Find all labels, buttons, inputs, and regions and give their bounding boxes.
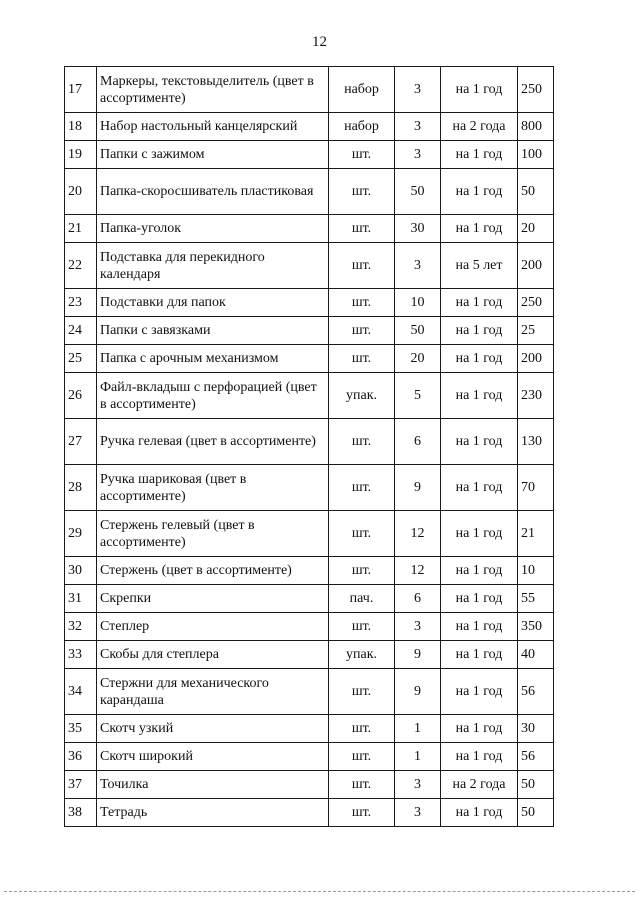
table-row — [65, 613, 554, 641]
table-row — [65, 511, 554, 557]
item-quantity: 5 — [395, 373, 441, 419]
row-number: 25 — [65, 345, 97, 373]
item-usage-term: на 1 год — [441, 511, 518, 557]
item-quantity: 3 — [395, 141, 441, 169]
table-row — [65, 465, 554, 511]
row-number: 29 — [65, 511, 97, 557]
item-price: 56 — [518, 669, 554, 715]
item-quantity: 3 — [395, 771, 441, 799]
item-name: Ручка гелевая (цвет в ассортименте) — [97, 419, 329, 465]
item-unit: шт. — [329, 345, 395, 373]
item-quantity: 3 — [395, 799, 441, 827]
item-unit: шт. — [329, 169, 395, 215]
item-usage-term: на 1 год — [441, 641, 518, 669]
item-unit: шт. — [329, 771, 395, 799]
table-row — [65, 419, 554, 465]
item-unit: шт. — [329, 141, 395, 169]
item-usage-term: на 1 год — [441, 465, 518, 511]
item-unit: набор — [329, 67, 395, 113]
item-name: Скотч узкий — [97, 715, 329, 743]
page-bottom-divider — [4, 891, 635, 892]
row-number: 37 — [65, 771, 97, 799]
table-row — [65, 141, 554, 169]
item-quantity: 9 — [395, 669, 441, 715]
item-price: 70 — [518, 465, 554, 511]
row-number: 17 — [65, 67, 97, 113]
table-row — [65, 557, 554, 585]
item-name: Стержень (цвет в ассортименте) — [97, 557, 329, 585]
table-row — [65, 669, 554, 715]
item-price: 50 — [518, 771, 554, 799]
item-usage-term: на 1 год — [441, 67, 518, 113]
item-unit: шт. — [329, 715, 395, 743]
item-unit: шт. — [329, 557, 395, 585]
item-usage-term: на 1 год — [441, 419, 518, 465]
item-quantity: 6 — [395, 419, 441, 465]
item-name: Набор настольный канцелярский — [97, 113, 329, 141]
row-number: 38 — [65, 799, 97, 827]
item-unit: шт. — [329, 743, 395, 771]
item-unit: пач. — [329, 585, 395, 613]
row-number: 19 — [65, 141, 97, 169]
row-number: 32 — [65, 613, 97, 641]
item-unit: шт. — [329, 465, 395, 511]
item-quantity: 1 — [395, 743, 441, 771]
item-name: Подставки для папок — [97, 289, 329, 317]
item-quantity: 20 — [395, 345, 441, 373]
item-price: 200 — [518, 345, 554, 373]
item-quantity: 6 — [395, 585, 441, 613]
table-row — [65, 113, 554, 141]
item-name: Точилка — [97, 771, 329, 799]
row-number: 26 — [65, 373, 97, 419]
item-name: Степлер — [97, 613, 329, 641]
item-usage-term: на 1 год — [441, 799, 518, 827]
item-unit: набор — [329, 113, 395, 141]
row-number: 24 — [65, 317, 97, 345]
item-quantity: 3 — [395, 67, 441, 113]
table-row — [65, 215, 554, 243]
row-number: 18 — [65, 113, 97, 141]
item-quantity: 50 — [395, 169, 441, 215]
item-quantity: 30 — [395, 215, 441, 243]
table-row — [65, 585, 554, 613]
item-name: Папка-уголок — [97, 215, 329, 243]
item-price: 250 — [518, 289, 554, 317]
item-name: Скотч широкий — [97, 743, 329, 771]
item-price: 50 — [518, 169, 554, 215]
item-name: Файл-вкладыш с перфорацией (цвет в ассортименте) — [97, 373, 329, 419]
item-quantity: 9 — [395, 641, 441, 669]
item-name: Скрепки — [97, 585, 329, 613]
item-unit: шт. — [329, 243, 395, 289]
item-name: Тетрадь — [97, 799, 329, 827]
item-unit: шт. — [329, 511, 395, 557]
table-row — [65, 373, 554, 419]
item-unit: упак. — [329, 373, 395, 419]
item-unit: шт. — [329, 419, 395, 465]
item-unit: шт. — [329, 289, 395, 317]
item-quantity: 50 — [395, 317, 441, 345]
item-name: Подставка для перекидного календаря — [97, 243, 329, 289]
item-price: 250 — [518, 67, 554, 113]
item-usage-term: на 1 год — [441, 345, 518, 373]
table-row — [65, 743, 554, 771]
row-number: 27 — [65, 419, 97, 465]
item-usage-term: на 1 год — [441, 585, 518, 613]
table-row — [65, 243, 554, 289]
item-quantity: 12 — [395, 557, 441, 585]
table-row — [65, 317, 554, 345]
item-price: 100 — [518, 141, 554, 169]
item-usage-term: на 1 год — [441, 289, 518, 317]
table-row — [65, 67, 554, 113]
item-quantity: 9 — [395, 465, 441, 511]
item-unit: шт. — [329, 799, 395, 827]
item-usage-term: на 1 год — [441, 669, 518, 715]
item-unit: упак. — [329, 641, 395, 669]
item-usage-term: на 1 год — [441, 141, 518, 169]
row-number: 23 — [65, 289, 97, 317]
item-price: 25 — [518, 317, 554, 345]
row-number: 28 — [65, 465, 97, 511]
item-usage-term: на 2 года — [441, 113, 518, 141]
item-price: 130 — [518, 419, 554, 465]
item-name: Папки с завязками — [97, 317, 329, 345]
item-unit: шт. — [329, 613, 395, 641]
item-unit: шт. — [329, 317, 395, 345]
item-usage-term: на 5 лет — [441, 243, 518, 289]
item-name: Стержни для механического карандаша — [97, 669, 329, 715]
row-number: 21 — [65, 215, 97, 243]
item-name: Папка-скоросшиватель пластиковая — [97, 169, 329, 215]
item-usage-term: на 1 год — [441, 557, 518, 585]
item-name: Ручка шариковая (цвет в ассортименте) — [97, 465, 329, 511]
item-quantity: 1 — [395, 715, 441, 743]
item-price: 55 — [518, 585, 554, 613]
table-row — [65, 345, 554, 373]
supplies-table-body — [65, 67, 554, 827]
row-number: 30 — [65, 557, 97, 585]
item-price: 21 — [518, 511, 554, 557]
table-row — [65, 771, 554, 799]
item-price: 800 — [518, 113, 554, 141]
item-quantity: 10 — [395, 289, 441, 317]
row-number: 22 — [65, 243, 97, 289]
item-usage-term: на 1 год — [441, 743, 518, 771]
item-name: Скобы для степлера — [97, 641, 329, 669]
item-quantity: 3 — [395, 613, 441, 641]
row-number: 35 — [65, 715, 97, 743]
item-quantity: 12 — [395, 511, 441, 557]
item-name: Маркеры, текстовыделитель (цвет в ассортименте) — [97, 67, 329, 113]
item-price: 56 — [518, 743, 554, 771]
item-price: 230 — [518, 373, 554, 419]
item-price: 20 — [518, 215, 554, 243]
item-usage-term: на 1 год — [441, 715, 518, 743]
item-name: Стержень гелевый (цвет в ассортименте) — [97, 511, 329, 557]
item-usage-term: на 1 год — [441, 613, 518, 641]
item-price: 10 — [518, 557, 554, 585]
table-row — [65, 799, 554, 827]
item-usage-term: на 1 год — [441, 373, 518, 419]
row-number: 34 — [65, 669, 97, 715]
row-number: 31 — [65, 585, 97, 613]
item-price: 350 — [518, 613, 554, 641]
supplies-table — [64, 66, 554, 827]
row-number: 33 — [65, 641, 97, 669]
item-price: 40 — [518, 641, 554, 669]
item-usage-term: на 1 год — [441, 317, 518, 345]
item-unit: шт. — [329, 215, 395, 243]
item-quantity: 3 — [395, 113, 441, 141]
table-row — [65, 289, 554, 317]
table-row — [65, 715, 554, 743]
item-unit: шт. — [329, 669, 395, 715]
item-name: Папка с арочным механизмом — [97, 345, 329, 373]
item-usage-term: на 2 года — [441, 771, 518, 799]
row-number: 20 — [65, 169, 97, 215]
item-price: 30 — [518, 715, 554, 743]
item-name: Папки с зажимом — [97, 141, 329, 169]
item-price: 200 — [518, 243, 554, 289]
table-row — [65, 641, 554, 669]
item-quantity: 3 — [395, 243, 441, 289]
row-number: 36 — [65, 743, 97, 771]
item-price: 50 — [518, 799, 554, 827]
item-usage-term: на 1 год — [441, 215, 518, 243]
page-number: 12 — [312, 34, 327, 50]
table-row — [65, 169, 554, 215]
item-usage-term: на 1 год — [441, 169, 518, 215]
